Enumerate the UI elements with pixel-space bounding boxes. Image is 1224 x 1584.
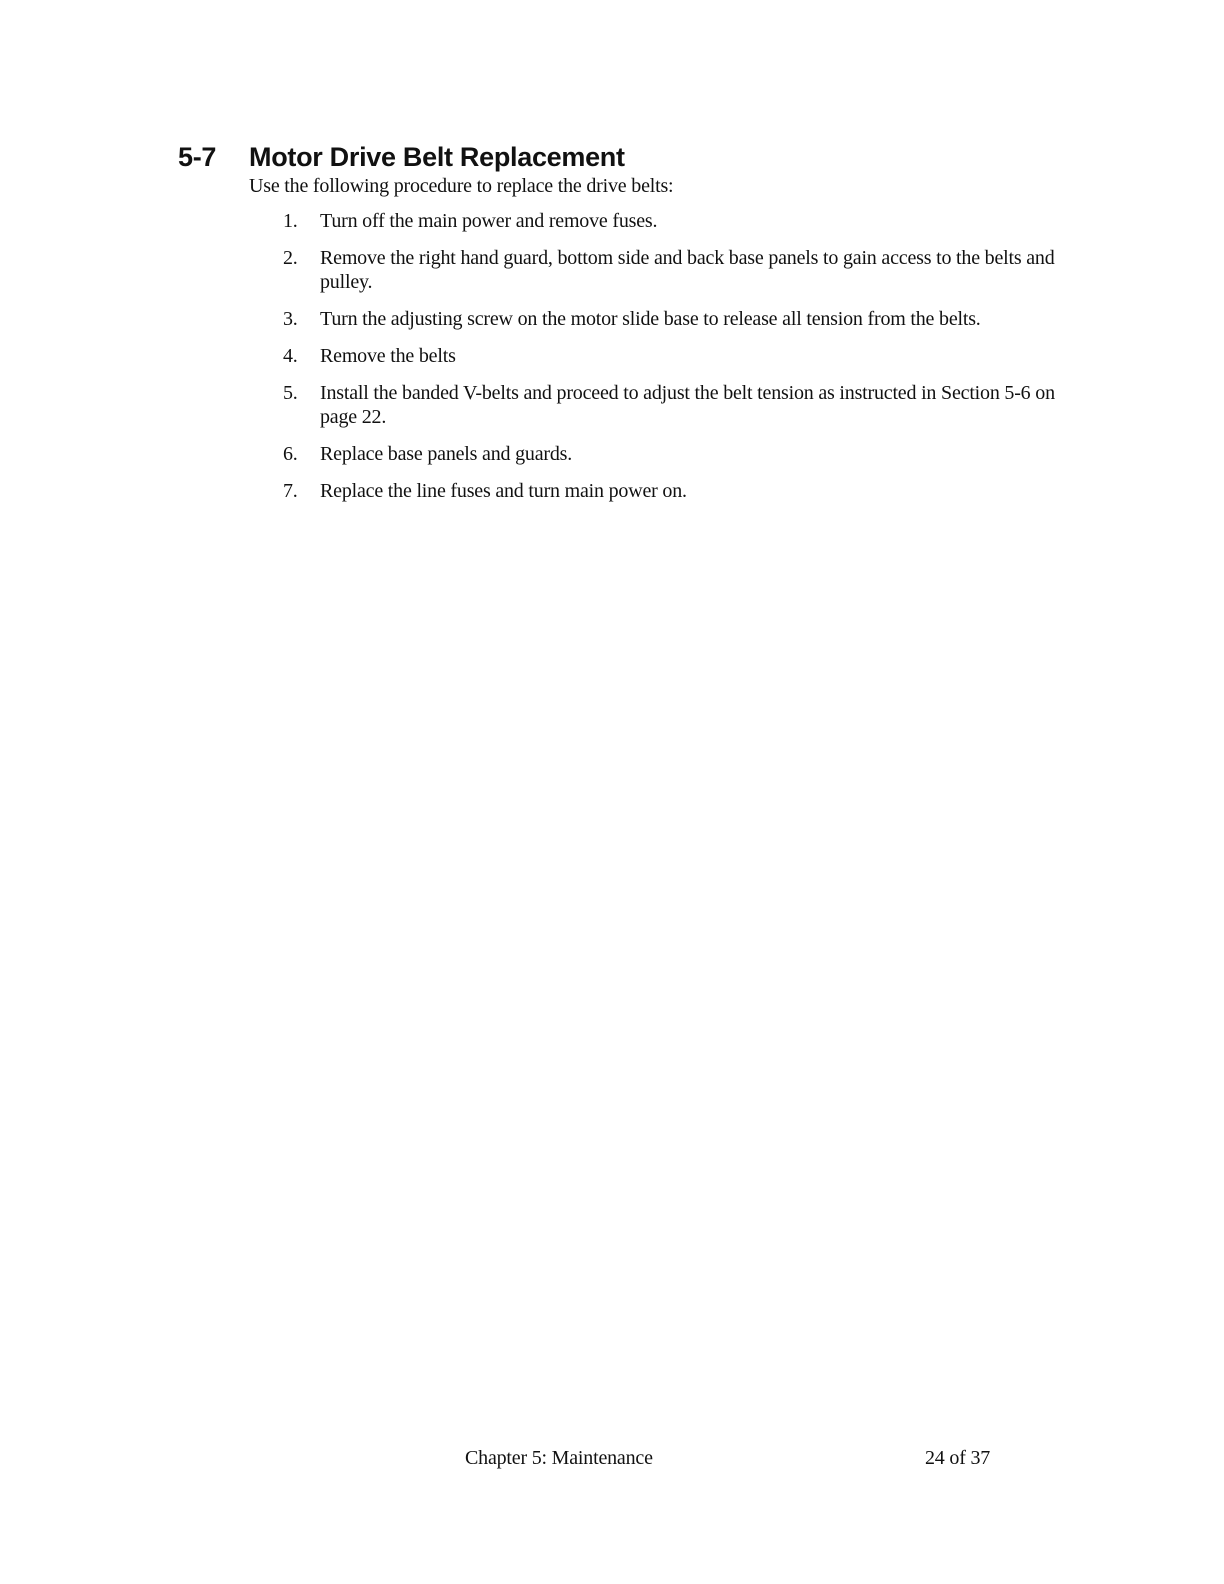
step-number: 5. xyxy=(283,382,298,404)
step-item xyxy=(283,381,1073,429)
step-item xyxy=(283,209,1073,233)
procedure-steps xyxy=(283,209,1073,516)
step-text: Turn the adjusting screw on the motor slide base to release all tension from the belts. xyxy=(320,308,981,330)
step-text: Turn off the main power and remove fuses. xyxy=(320,210,658,232)
step-number: 1. xyxy=(283,210,298,232)
step-number: 2. xyxy=(283,247,298,269)
step-item xyxy=(283,479,1073,503)
intro-paragraph: Use the following procedure to replace the drive belts: xyxy=(249,175,674,197)
step-item xyxy=(283,344,1073,368)
step-text: Install the banded V-belts and proceed to adjust the belt tension as instructed in Section 5-6 on page 22. xyxy=(320,382,1055,428)
step-number: 6. xyxy=(283,443,298,465)
step-number: 7. xyxy=(283,480,298,502)
step-text: Remove the right hand guard, bottom side and back base panels to gain access to the belts and pulley. xyxy=(320,247,1055,293)
step-text: Replace the line fuses and turn main power on. xyxy=(320,480,687,502)
section-heading xyxy=(178,140,625,174)
footer-chapter: Chapter 5: Maintenance xyxy=(465,1447,653,1469)
step-number: 3. xyxy=(283,308,298,330)
step-text: Replace base panels and guards. xyxy=(320,443,573,465)
step-item xyxy=(283,307,1073,331)
footer-page-number: 24 of 37 xyxy=(925,1447,991,1469)
step-item xyxy=(283,442,1073,466)
step-number: 4. xyxy=(283,345,298,367)
section-title: Motor Drive Belt Replacement xyxy=(249,142,625,172)
step-item xyxy=(283,246,1073,294)
step-text: Remove the belts xyxy=(320,345,456,367)
section-number: 5-7 xyxy=(178,142,217,172)
